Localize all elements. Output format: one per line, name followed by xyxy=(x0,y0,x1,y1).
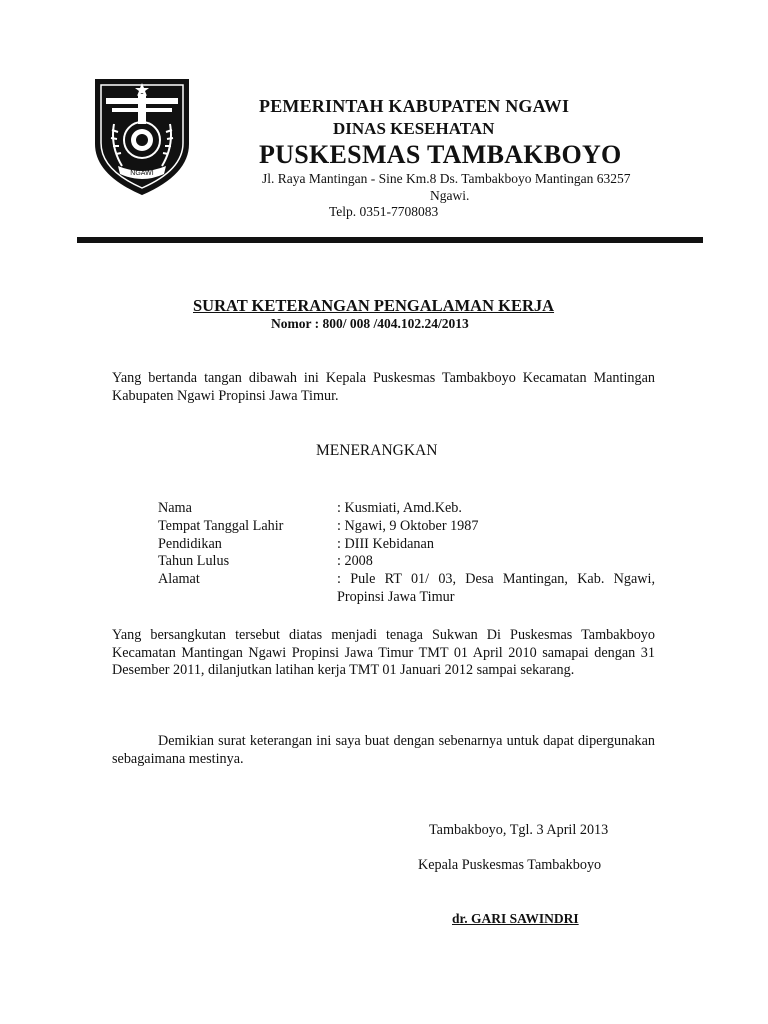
detail-label-name: Nama xyxy=(158,500,192,516)
document-number: Nomor : 800/ 008 /404.102.24/2013 xyxy=(271,316,469,331)
detail-value-birth: : Ngawi, 9 Oktober 1987 xyxy=(337,518,479,534)
detail-value-address: : Pule RT 01/ 03, Desa Mantingan, Kab. Ngawi, Propinsi Jawa Timur xyxy=(337,571,655,605)
address-line-2: Ngawi. xyxy=(430,188,470,203)
phone-number: Telp. 0351-7708083 xyxy=(329,204,439,219)
ngawi-regency-emblem xyxy=(92,74,192,196)
detail-value-graduation-year: : 2008 xyxy=(337,553,373,569)
department-name: DINAS KESEHATAN xyxy=(333,119,495,138)
address-line-1: Jl. Raya Mantingan - Sine Km.8 Ds. Tambakboyo Mantingan 63257 xyxy=(262,171,631,186)
detail-label-graduation-year: Tahun Lulus xyxy=(158,553,230,569)
letterhead-divider xyxy=(77,237,703,243)
opening-paragraph: Yang bertanda tangan dibawah ini Kepala Puskesmas Tambakboyo Kecamatan Mantingan Kabupaten Ngawi Propinsi Jawa Timur. xyxy=(112,370,655,404)
closing-paragraph: Demikian surat keterangan ini saya buat dengan sebenarnya untuk dapat dipergunakan sebagaimana mestinya. xyxy=(112,733,655,767)
logo-banner-text: NGAWI xyxy=(130,170,154,177)
detail-value-education: : DIII Kebidanan xyxy=(337,536,434,552)
signer-position: Kepala Puskesmas Tambakboyo xyxy=(418,857,602,873)
detail-value-name: : Kusmiati, Amd.Keb. xyxy=(337,500,462,516)
detail-label-birth: Tempat Tanggal Lahir xyxy=(158,518,284,534)
body-paragraph: Yang bersangkutan tersebut diatas menjadi tenaga Sukwan Di Puskesmas Tambakboyo Kecamatan Mantingan Ngawi Propinsi Jawa Timur TMT 01 April 2010 samapai dengan 31 Desember 2011, dilanjutkan latihan kerja TMT 01 Januari 2012 sampai sekarang. xyxy=(112,627,655,678)
government-name: PEMERINTAH KABUPATEN NGAWI xyxy=(259,96,570,116)
institution-name: PUSKESMAS TAMBAKBOYO xyxy=(259,140,622,169)
detail-label-education: Pendidikan xyxy=(158,536,222,552)
place-and-date: Tambakboyo, Tgl. 3 April 2013 xyxy=(429,822,609,838)
declaration-heading: MENERANGKAN xyxy=(316,442,438,459)
detail-label-address: Alamat xyxy=(158,571,200,587)
signer-name: dr. GARI SAWINDRI xyxy=(452,911,579,926)
document-title: SURAT KETERANGAN PENGALAMAN KERJA xyxy=(193,296,555,315)
